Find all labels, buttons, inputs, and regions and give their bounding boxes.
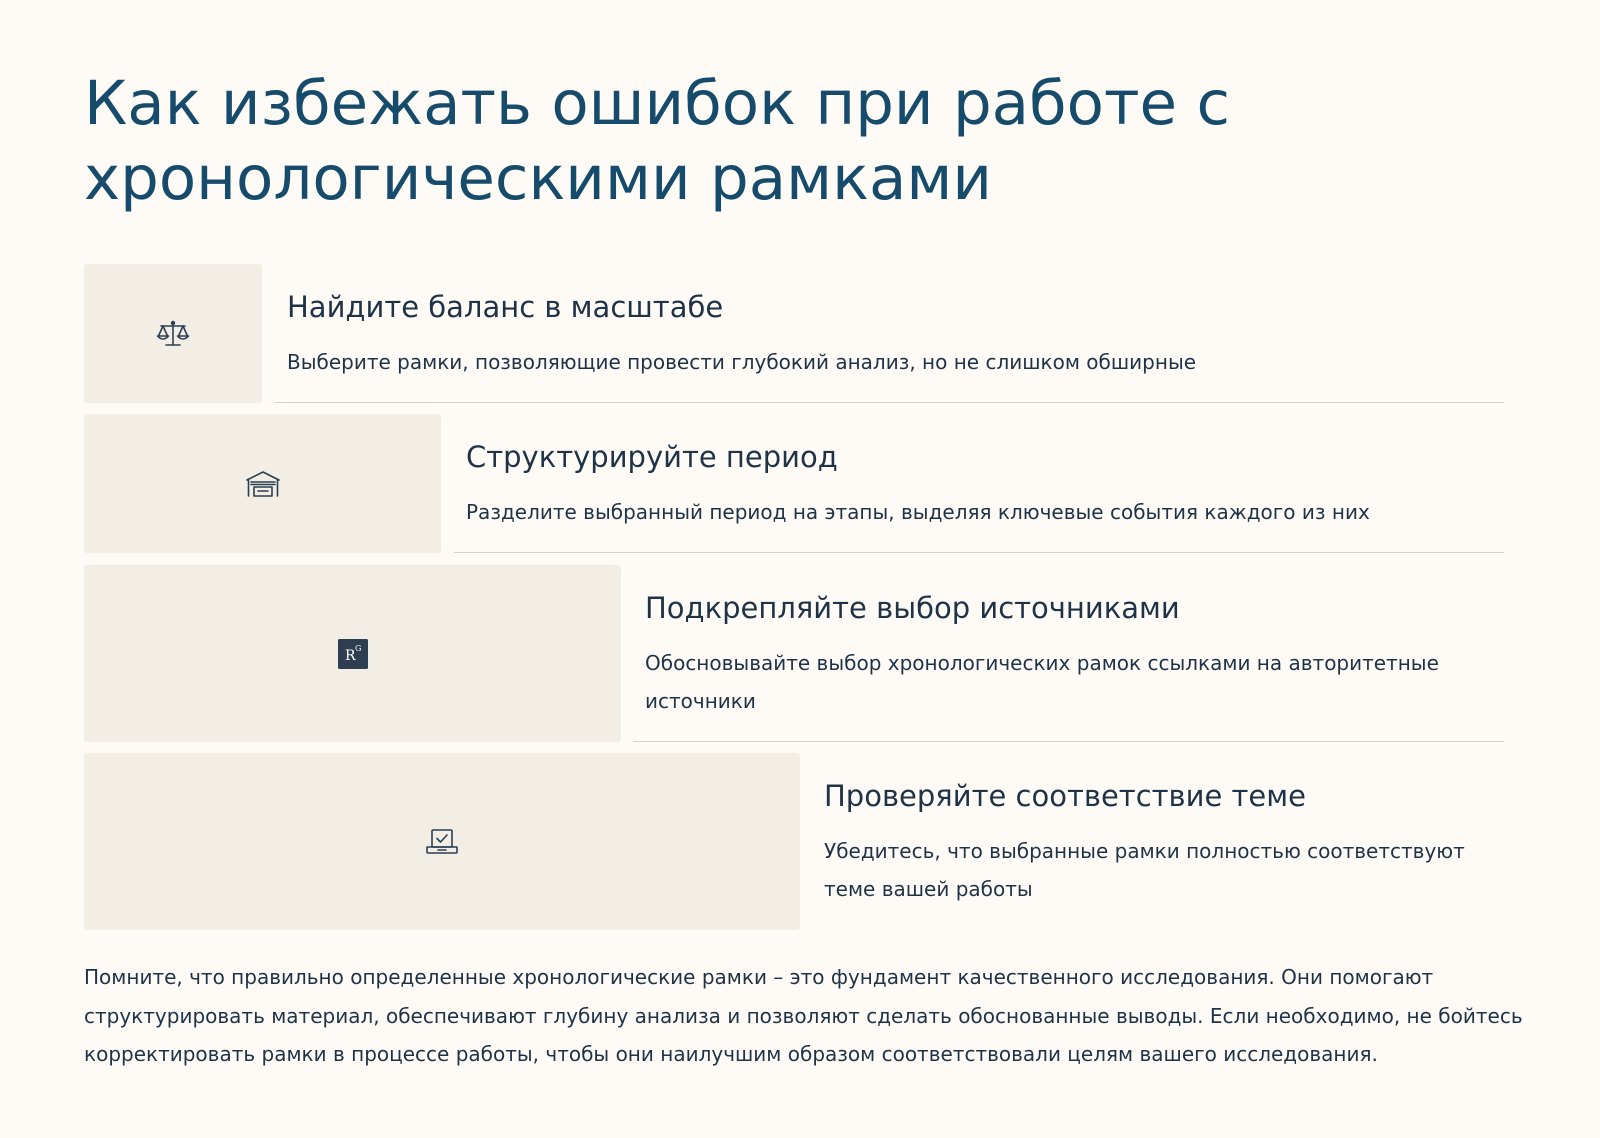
step-item-balance: [84, 264, 1504, 403]
researchgate-letter-g: G: [354, 643, 361, 653]
step-text: [275, 264, 1504, 403]
step-icon-tile: [84, 264, 262, 403]
step-text: [633, 565, 1504, 742]
page-title: Как избежать ошибок при работе с хронологическими рамками: [84, 68, 1230, 214]
summary-paragraph: Помните, что правильно определенные хронологические рамки – это фундамент качественного исследования. Они помогают структурировать материал, обеспечивают глубину анализа и позволяют сделать обоснованные выводы. Если необходимо, не бойтесь корректировать рамки в процессе работы, чтобы они наилучшим образом соответствовали целям вашего исследования.: [84, 965, 1523, 1066]
step-heading: Найдите баланс в масштабе: [287, 290, 724, 324]
step-item-relevance: [84, 753, 1504, 930]
step-item-sources: [84, 565, 1504, 742]
step-text: [454, 414, 1504, 553]
step-item-structure: [84, 414, 1504, 553]
researchgate-icon: [338, 639, 368, 669]
scales-icon: [155, 319, 191, 349]
archive-building-icon: [245, 469, 281, 499]
step-description: Выберите рамки, позволяющие провести глубокий анализ, но не слишком обширные: [287, 350, 1197, 374]
step-icon-tile: [84, 753, 800, 930]
step-icon-tile: [84, 565, 621, 742]
step-description: Разделите выбранный период на этапы, выделяя ключевые события каждого из них: [466, 500, 1370, 524]
researchgate-letter-r: R: [344, 647, 356, 664]
laptop-check-icon: [424, 827, 460, 857]
step-heading: Проверяйте соответствие теме: [824, 779, 1306, 813]
step-description: Убедитесь, что выбранные рамки полностью соответствуют теме вашей работы: [824, 839, 1465, 901]
step-icon-tile: [84, 414, 441, 553]
step-description: Обосновывайте выбор хронологических рамок ссылками на авторитетные источники: [645, 651, 1439, 713]
step-heading: Структурируйте период: [466, 440, 838, 474]
step-text: [812, 753, 1504, 930]
step-heading: Подкрепляйте выбор источниками: [645, 591, 1180, 625]
